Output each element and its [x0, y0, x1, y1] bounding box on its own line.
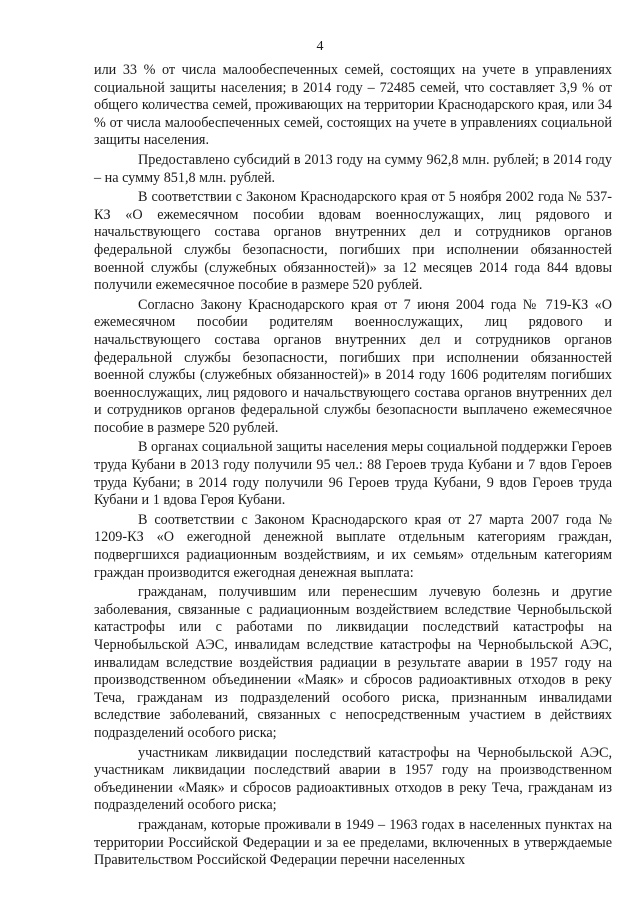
paragraph: В соответствии с Законом Краснодарского края от 5 ноября 2002 года № 537-КЗ «О ежемесячном пособии вдовам военнослужащих, лиц рядового и начальствующего состава органов внутренних дел и сотрудников органов федеральной службы безопасности, погибших при исполнении обязанностей военной службы (служебных обязанностей)» за 12 месяцев 2014 года 844 вдовы получили ежемесячное пособие в размере 520 рублей. — [94, 189, 612, 294]
paragraph: Предоставлено субсидий в 2013 году на сумму 962,8 млн. рублей; в 2014 году – на сумму 851,8 млн. рублей. — [94, 151, 612, 186]
paragraph: участникам ликвидации последствий катастрофы на Чернобыльской АЭС, участникам ликвидации последствий аварии в 1957 году на производственном объединении «Маяк» и сбросов радиоактивных отходов в реку Теча, гражданам из подразделений особого риска; — [94, 744, 612, 814]
paragraph: гражданам, которые проживали в 1949 – 1963 годах в населенных пунктах на территории Российской Федерации и за ее пределами, включенных в утверждаемые Правительством Российской Федерации перечни населенных — [94, 816, 612, 869]
page-number: 4 — [316, 39, 324, 54]
paragraph: гражданам, получившим или перенесшим лучевую болезнь и другие заболевания, связанные с радиационным воздействием вследствие Чернобыльской катастрофы или с работами по ликвидации последствий катастрофы на Чернобыльской АЭС, инвалидам вследствие катастрофы на Чернобыльской АЭС, инвалидам вследствие воздействия радиации в результате аварии в 1957 году на производственном объединении «Маяк» и сбросов радиоактивных отходов в реку Теча, гражданам из подразделений особого риска, признанным инвалидами вследствие заболеваний, связанных с непосредственным участием в действиях подразделений особого риска; — [94, 584, 612, 741]
document-body — [94, 62, 612, 870]
paragraph: Согласно Закону Краснодарского края от 7 июня 2004 года № 719-КЗ «О ежемесячном пособии родителям военнослужащих, лиц рядового и начальствующего состава органов внутренних дел и сотрудников органов федеральной службы безопасности, погибших при исполнении обязанностей военной службы (служебных обязанностей)» в 2014 году 1606 родителям погибших военнослужащих, лиц рядового и начальствующего состава органов внутренних дел и сотрудников органов федеральной службы безопасности выплачено ежемесячное пособие в размере 520 рублей. — [94, 296, 612, 436]
paragraph: или 33 % от числа малообеспеченных семей, состоящих на учете в управлениях социальной защиты населения; в 2014 году – 72485 семей, что составляет 3,9 % от общего количества семей, проживающих на территории Краснодарского края, или 34 % от числа малообеспеченных семей, состоящих на учете в управлениях социальной защиты населения. — [94, 62, 612, 149]
paragraph: В органах социальной защиты населения меры социальной поддержки Героев труда Кубани в 2013 году получили 95 чел.: 88 Героев труда Кубани и 7 вдов Героев труда Кубани; в 2014 году получили 96 Героев труда Кубани, 9 вдов Героев труда Кубани и 1 вдова Героя Кубани. — [94, 439, 612, 509]
paragraph: В соответствии с Законом Краснодарского края от 27 марта 2007 года № 1209-КЗ «О ежегодной денежной выплате отдельным категориям граждан, подвергшихся радиационным воздействиям, и их семьям» отдельным категориям граждан производится ежегодная денежная выплата: — [94, 511, 612, 581]
